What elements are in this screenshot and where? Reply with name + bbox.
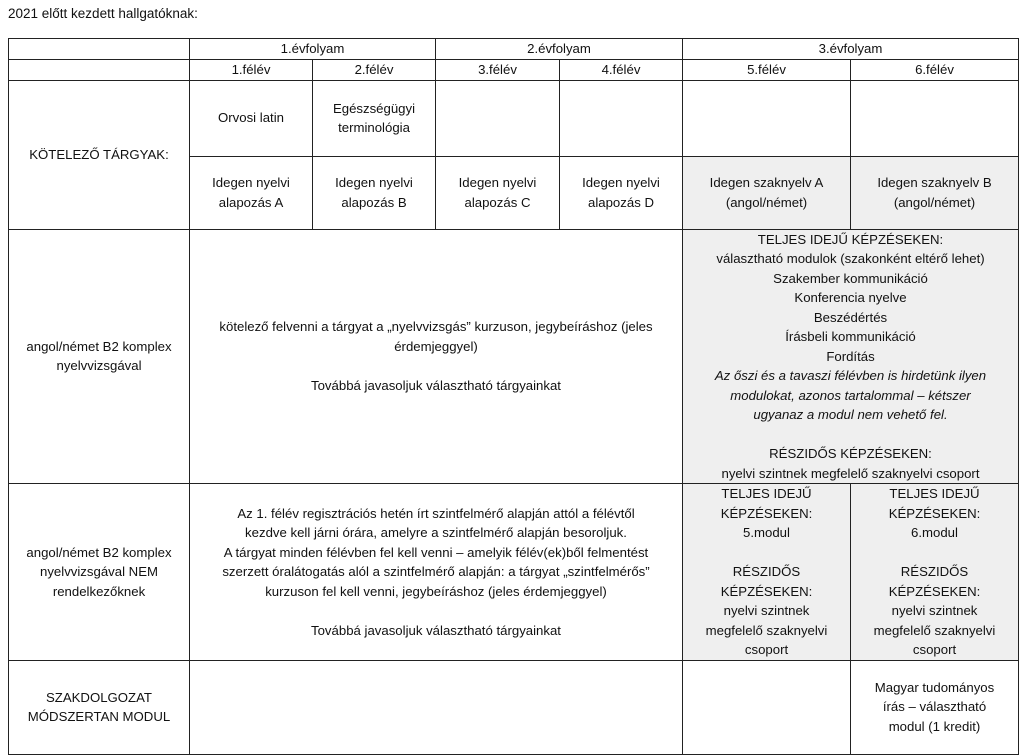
with-exam-row [9,229,1019,484]
semester-header-row [9,59,1019,80]
cell-line: Magyar tudományos [874,679,995,695]
cell-line: kezdve kell járni órára, amelyre a szintfelmérő alapján besoroljuk. [245,525,627,540]
cell-line: alapozás D [588,194,654,210]
cell-line: (angol/német) [725,194,808,210]
cell-line: Idegen szaknyelv A [709,175,824,190]
cell-line: nyelvi szintnek [723,603,810,618]
cell-line: választható modulok (szakonként eltérő lehet) [716,251,985,266]
terminology-cell: Egészségügyi terminológia [313,80,436,156]
cell-line: Idegen nyelvi [458,175,537,190]
cell-line: angol/német B2 komplex [26,544,172,560]
cell-line: írás – választható [882,699,987,715]
foundation-c-cell [436,156,560,229]
module-6-cell [851,484,1019,661]
cell-line: TELJES IDEJŰ [889,486,980,501]
year-header-row [9,39,1019,60]
specialized-a-cell [683,156,851,229]
academic-writing-cell [851,660,1019,754]
cell-line: TELJES IDEJŰ KÉPZÉSEKEN: [757,231,944,247]
without-exam-main-cell [190,484,683,661]
cell-line: modulokat, azonos tartalommal – kétszer [730,387,971,403]
cell-line: KÉPZÉSEKEN: [888,505,981,521]
cell-line: angol/német B2 komplex [26,338,172,354]
cell-line: kurzuson fel kell venni, jegybeíráshoz (jeles érdemjeggyel) [265,583,607,599]
cell-line: kötelező felvenni a tárgyat a „nyelvvizsgás” kurzuson, jegybeíráshoz (jeles [219,319,653,335]
cell-line: (angol/német) [893,194,976,210]
year-3-header: 3.évfolyam [683,39,1019,60]
semester-4-header: 4.félév [560,59,683,80]
cell-line: modul (1 kredit) [888,718,981,734]
corner-cell [9,39,190,60]
cell-line: alapozás A [218,194,284,210]
with-exam-label [9,229,190,484]
cell-line: nyelvvizsgával [56,358,142,374]
cell-line: megfelelő szaknyelvi [873,622,996,638]
cell-line: A tárgyat minden félévben fel kell venni – amelyik félév(ek)ből felmentést [223,544,649,560]
cell-line: RÉSZIDŐS KÉPZÉSEKEN: [769,446,932,461]
cell-line: Továbbá javasoljuk választható tárgyainkat [311,377,561,393]
empty-cell [851,80,1019,156]
empty-cell [190,660,683,754]
mandatory-top-row [9,80,1019,156]
cell-line: alapozás B [341,194,407,210]
cell-line: 6.modul [911,525,958,540]
cell-line: Az 1. félév regisztrációs hetén írt szintfelmérő alapján attól a félévtől [237,505,635,521]
spacer [194,601,678,621]
foundation-a-cell [190,156,313,229]
page-heading: 2021 előtt kezdett hallgatóknak: [8,6,198,21]
foundation-b-cell [313,156,436,229]
module-5-cell [683,484,851,661]
year-2-header: 2.évfolyam [436,39,683,60]
cell-line: rendelkezőknek [52,583,146,599]
empty-cell [560,80,683,156]
empty-cell [436,80,560,156]
cell-line: RÉSZIDŐS KÉPZÉSEKEN: [720,564,813,599]
cell-line: Idegen szaknyelv B [877,175,992,190]
cell-line: Írásbeli kommunikáció [785,329,916,344]
with-exam-modules-cell [683,229,1019,484]
cell-line: nyelvi szintnek megfelelő szaknyelvi csoport [721,465,980,481]
semester-5-header: 5.félév [683,59,851,80]
latin-cell: Orvosi latin [190,80,313,156]
spacer [687,543,846,563]
cell-line: ugyanaz a modul nem vehető fel. [753,407,948,422]
cell-line: 5.modul [743,525,790,540]
cell-line: Az őszi és a tavaszi félévben is hirdetünk ilyen [714,368,987,383]
cell-line: csoport [912,642,957,657]
semester-6-header: 6.félév [851,59,1019,80]
cell-line: Idegen nyelvi [582,175,660,190]
semester-1-header: 1.félév [190,59,313,80]
cell-line: nyelvvizsgával NEM [40,564,158,579]
cell-line: SZAKDOLGOZAT [45,689,152,705]
cell-line: MÓDSZERTAN MODUL [27,709,171,724]
semester-3-header: 3.félév [436,59,560,80]
cell-line: Fordítás [826,348,875,364]
semester-2-header: 2.félév [313,59,436,80]
foundation-d-cell [560,156,683,229]
cell-line: érdemjeggyel) [394,338,478,354]
cell-line: Konferencia nyelve [794,290,907,305]
cell-line: szerzett óralátogatás alól a szintfelmérő alapján: a tárgyat „szintfelmérős” [222,564,650,579]
with-exam-main-cell [190,229,683,484]
cell-line: nyelvi szintnek [891,603,978,618]
cell-line: RÉSZIDŐS KÉPZÉSEKEN: [888,564,981,599]
cell-line: Idegen nyelvi [335,175,413,190]
cell-line: KÉPZÉSEKEN: [720,505,813,521]
cell-line: Beszédértés [813,309,888,325]
cell-line: TELJES IDEJŰ [721,486,812,501]
empty-cell [683,80,851,156]
spacer [687,425,1014,445]
cell-line: Továbbá javasoljuk választható tárgyainkat [311,622,561,638]
cell-line: Szakember kommunikáció [773,270,928,286]
year-1-header: 1.évfolyam [190,39,436,60]
without-exam-row [9,484,1019,661]
mandatory-label: KÖTELEZŐ TÁRGYAK: [9,80,190,229]
without-exam-label [9,484,190,661]
curriculum-table [8,38,1019,755]
cell-line: csoport [744,642,789,657]
thesis-row [9,660,1019,754]
semester-corner-cell [9,59,190,80]
spacer [194,356,678,376]
cell-line: Idegen nyelvi [212,175,290,190]
specialized-b-cell [851,156,1019,229]
thesis-label [9,660,190,754]
spacer [855,543,1014,563]
empty-cell [683,660,851,754]
cell-line: alapozás C [464,194,531,210]
cell-line: megfelelő szaknyelvi [705,622,828,638]
